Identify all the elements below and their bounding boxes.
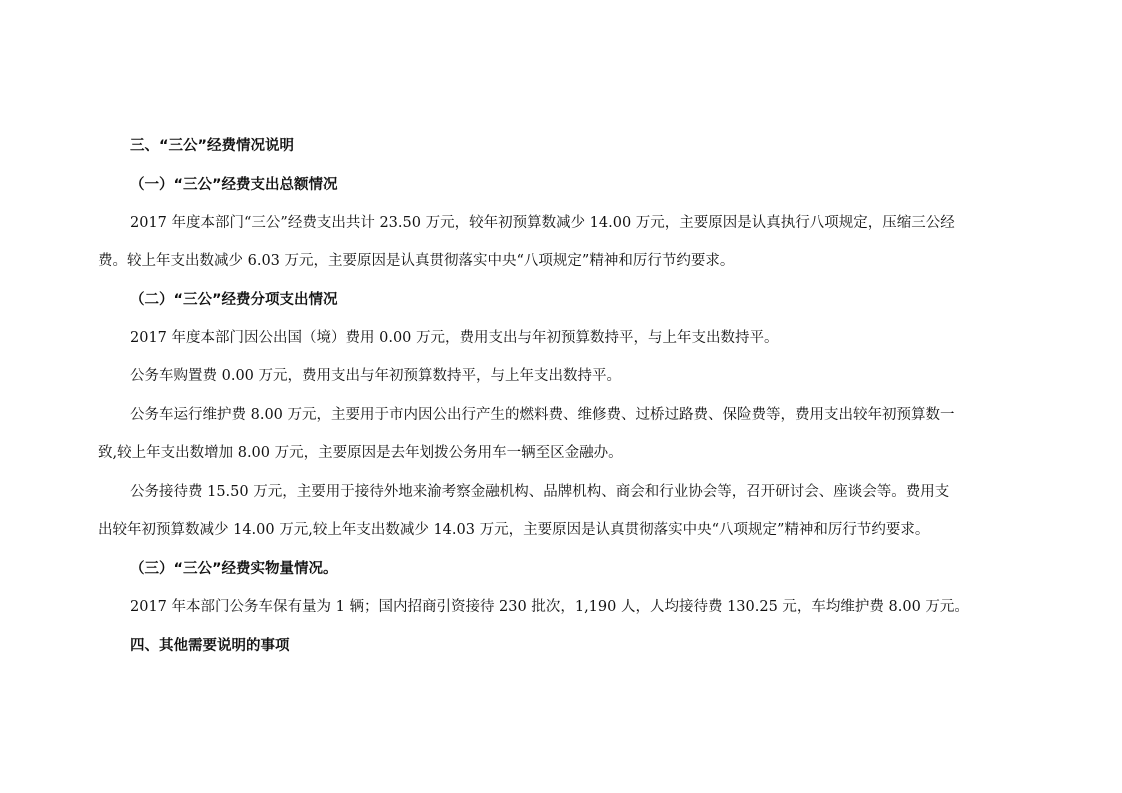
- subsection-1-heading: （一）“三公”经费支出总额情况: [130, 177, 338, 193]
- paragraph-vehicle-purchase: 公务车购置费 0.00 万元，费用支出与年初预算数持平，与上年支出数持平。: [130, 368, 622, 384]
- section-3-heading: 三、“三公”经费情况说明: [130, 138, 295, 154]
- paragraph-vehicle-maintenance-line-2: 致,较上年支出数增加 8.00 万元，主要原因是去年划拨公务用车一辆至区金融办。: [98, 445, 623, 461]
- paragraph-total-line-1: 2017 年度本部门“三公”经费支出共计 23.50 万元，较年初预算数减少 14.00 万元，主要原因是认真执行八项规定，压缩三公经: [130, 215, 955, 231]
- paragraph-reception-line-1: 公务接待费 15.50 万元，主要用于接待外地来渝考察金融机构、品牌机构、商会和行业协会等，召开研讨会、座谈会等。费用支: [130, 484, 950, 500]
- paragraph-overseas: 2017 年度本部门因公出国（境）费用 0.00 万元，费用支出与年初预算数持平，与上年支出数持平。: [130, 330, 779, 346]
- subsection-3-heading: （三）“三公”经费实物量情况。: [130, 561, 338, 577]
- paragraph-reception-line-2: 出较年初预算数减少 14.00 万元,较上年支出数减少 14.03 万元，主要原因是认真贯彻落实中央“八项规定”精神和厉行节约要求。: [98, 522, 930, 538]
- paragraph-total-line-2: 费。较上年支出数减少 6.03 万元，主要原因是认真贯彻落实中央“八项规定”精神和厉行节约要求。: [98, 253, 735, 269]
- paragraph-physical-quantity: 2017 年本部门公务车保有量为 1 辆；国内招商引资接待 230 批次，1,190 人，人均接待费 130.25 元，车均维护费 8.00 万元。: [130, 599, 969, 615]
- section-4-heading: 四、其他需要说明的事项: [130, 638, 290, 654]
- subsection-2-heading: （二）“三公”经费分项支出情况: [130, 292, 338, 308]
- paragraph-vehicle-maintenance-line-1: 公务车运行维护费 8.00 万元，主要用于市内因公出行产生的燃料费、维修费、过桥过路费、保险费等，费用支出较年初预算数一: [130, 407, 955, 423]
